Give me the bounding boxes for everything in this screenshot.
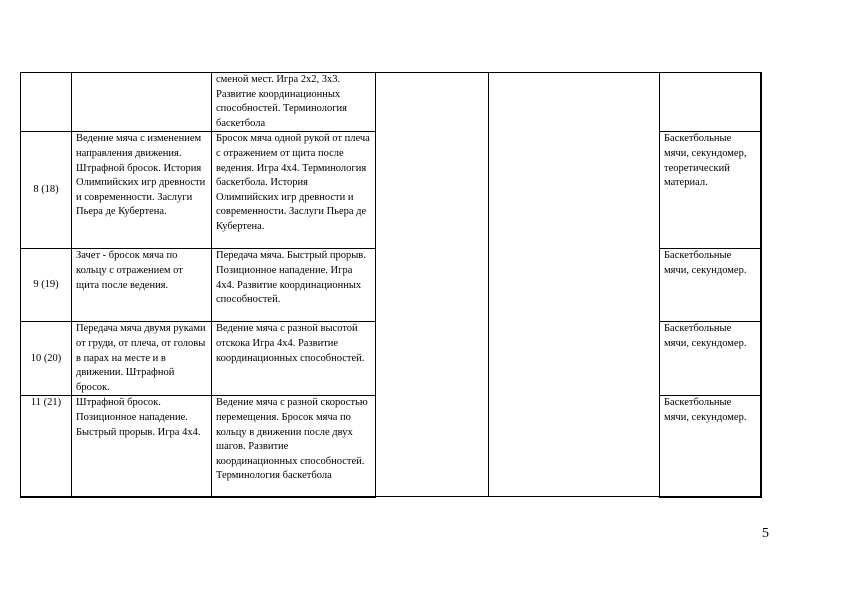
lesson-topic-cell: Штрафной бросок. Позиционное нападение. Быстрый прорыв. Игра 4х4. <box>72 396 212 497</box>
table-row <box>21 73 761 132</box>
lesson-equipment-cell: Баскетбольные мячи, секундомер. <box>660 396 761 497</box>
lesson-content-cell: сменой мест. Игра 2х2, 3х3. Развитие координационных способностей. Терминология баскетбола <box>212 73 376 132</box>
lesson-content-cell: Ведение мяча с разной высотой отскока Игра 4х4. Развитие координационных способностей. <box>212 322 376 396</box>
lesson-number-cell: 11 (21) <box>21 396 72 497</box>
lesson-content-cell: Передача мяча. Быстрый прорыв. Позиционное нападение. Игра 4х4. Развитие координационных способностей. <box>212 249 376 322</box>
lesson-number-cell: 9 (19) <box>21 249 72 322</box>
lesson-equipment-cell <box>660 73 761 132</box>
lesson-plan-table <box>20 72 762 498</box>
lesson-topic-cell <box>72 73 212 132</box>
lesson-equipment-cell: Баскетбольные мячи, секундомер. <box>660 249 761 322</box>
lesson-equipment-cell: Баскетбольные мячи, секундомер. <box>660 322 761 396</box>
lesson-number-cell: 10 (20) <box>21 322 72 396</box>
lesson-number-cell: 8 (18) <box>21 132 72 249</box>
page-number: 5 <box>762 526 769 541</box>
lesson-topic-cell: Зачет - бросок мяча по кольцу с отражением от щита после ведения. <box>72 249 212 322</box>
lesson-topic-cell: Передача мяча двумя руками от груди, от плеча, от головы в парах на месте и в движении. Штрафной бросок. <box>72 322 212 396</box>
lesson-content-cell: Ведение мяча с разной скоростью перемещения. Бросок мяча по кольцу в движении после двух шагов. Развитие координационных способностей. Терминология баскетбола <box>212 396 376 497</box>
lesson-number-cell <box>21 73 72 132</box>
table-cell <box>376 73 489 497</box>
table-cell <box>489 73 660 497</box>
lesson-content-cell: Бросок мяча одной рукой от плеча с отражением от щита после ведения. Игра 4х4. Терминология баскетбола. История Олимпийских игр древности и современности. Заслуги Пьера де Кубертена. <box>212 132 376 249</box>
lesson-topic-cell: Ведение мяча с изменением направления движения. Штрафной бросок. История Олимпийских игр древности и современности. Заслуги Пьера де Кубертена. <box>72 132 212 249</box>
lesson-equipment-cell: Баскетбольные мячи, секундомер, теоретический материал. <box>660 132 761 249</box>
